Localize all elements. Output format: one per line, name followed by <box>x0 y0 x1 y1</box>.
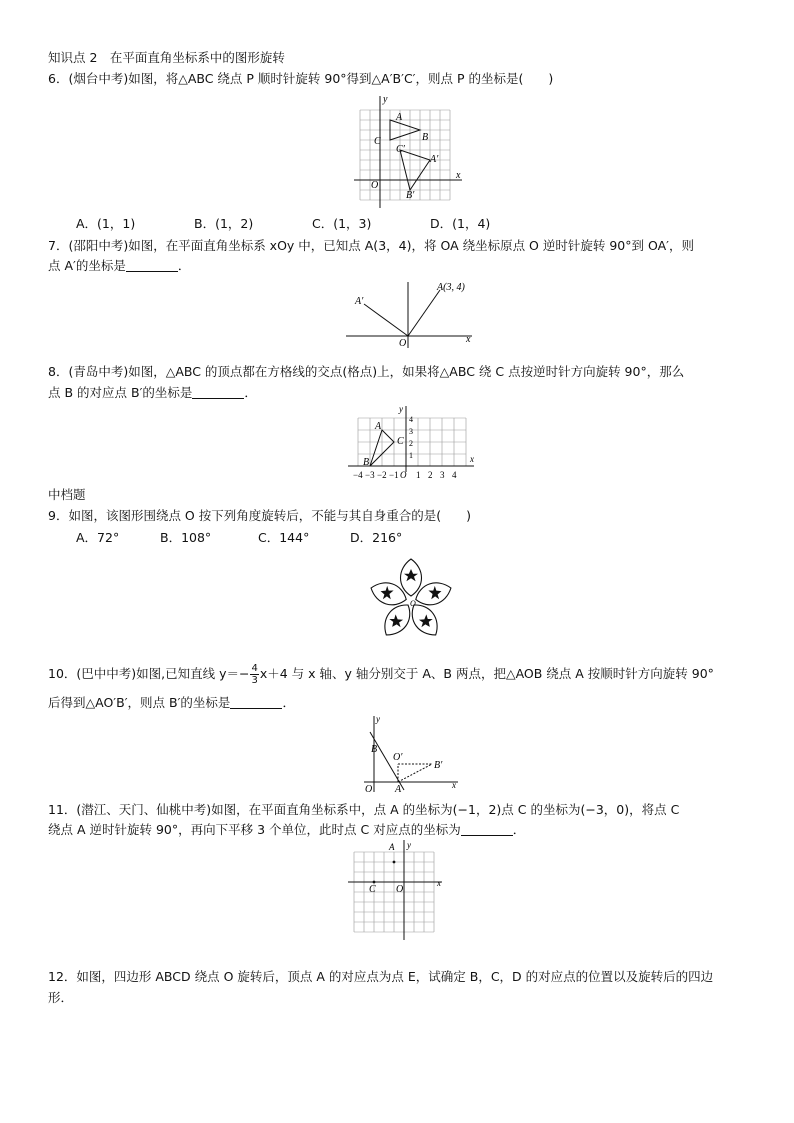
q10-line2-text: 后得到△AO′B′，则点 B′的坐标是 <box>48 695 231 710</box>
q11-line2 <box>48 822 525 838</box>
q11-line1: 11．(潜江、天门、仙桃中考)如图，在平面直角坐标系中，点 A 的坐标为(−1，2)点 C 的坐标为(−3，0)，将点 C <box>48 802 680 817</box>
q8-label-b: B <box>363 457 370 468</box>
q10-figure <box>362 714 462 794</box>
q6-label-c-prime: C′ <box>396 144 405 155</box>
q10-label-a: A <box>395 784 402 794</box>
q9-option-d[interactable]: D．216° <box>350 530 403 545</box>
q10-line1 <box>48 663 714 686</box>
q11-x-label: x <box>437 878 441 888</box>
q8-label-a: A <box>375 421 382 432</box>
q10-line2-end: ． <box>282 695 295 710</box>
q6-options <box>76 216 490 232</box>
mid-level-title: 中档题 <box>48 487 86 502</box>
q7-line2 <box>48 258 190 274</box>
q6-stem: 6．(烟台中考)如图，将△ABC 绕点 P 顺时针旋转 90°得到△A′B′C′，则点 P 的坐标是( ) <box>48 71 554 86</box>
q7-line2-text: 点 A′的坐标是 <box>48 258 126 273</box>
q11-line2-end: ． <box>512 822 526 837</box>
q10-y-label: y <box>376 714 380 724</box>
q7-answer-blank[interactable] <box>126 259 178 272</box>
q10-segment-ab-prime <box>398 764 432 782</box>
q8-ytick: 3 <box>409 427 413 436</box>
q8-line2-text: 点 B 的对应点 B′的坐标是 <box>48 385 193 400</box>
q12-line2: 形． <box>48 990 74 1005</box>
q6-option-c[interactable]: C．(1，3) <box>312 216 372 231</box>
q9-option-b[interactable]: B．108° <box>160 530 212 545</box>
q9-option-c[interactable]: C．144° <box>258 530 310 545</box>
q9-flower-figure <box>366 556 456 646</box>
q6-label-c: C <box>374 136 381 147</box>
q8-line2 <box>48 385 257 401</box>
q11-origin-label: O <box>396 884 404 895</box>
q6-label-b: B <box>422 132 429 143</box>
q7-segment-oa <box>408 290 440 336</box>
q8-xtick: −3 <box>365 470 375 480</box>
q8-figure <box>346 404 478 484</box>
q8-line1: 8．(青岛中考)如图，△ABC 的顶点都在方格线的交点(格点)上，如果将△ABC 绕 C 点按逆时针方向旋转 90°，那么 <box>48 364 685 379</box>
q6-x-label: x <box>456 170 461 181</box>
q8-answer-blank[interactable] <box>192 386 244 399</box>
q9-options <box>76 530 402 546</box>
q9-stem: 9．如图，该图形围绕点 O 按下列角度旋转后，不能与其自身重合的是( ) <box>48 508 471 523</box>
q10-fraction <box>250 663 258 686</box>
section-title: 知识点 2 在平面直角坐标系中的图形旋转 <box>48 50 285 65</box>
q8-xtick: 4 <box>452 470 457 480</box>
q8-line2-end: ． <box>244 385 257 400</box>
q10-label-o-prime: O′ <box>393 752 403 763</box>
q8-xtick: −2 <box>377 470 387 480</box>
q11-label-a: A <box>389 842 395 852</box>
q6-option-b[interactable]: B．(1，2) <box>194 216 254 231</box>
q6-label-a: A <box>396 112 403 123</box>
q11-label-c: C <box>369 884 376 895</box>
q10-line2 <box>48 695 295 711</box>
q8-label-c: C <box>397 436 404 447</box>
q7-origin-label: O <box>399 338 407 349</box>
q10-frac-denominator: 3 <box>251 675 258 686</box>
q6-origin-label: O <box>371 180 379 191</box>
q7-figure <box>344 280 476 350</box>
q6-label-a-prime: A′ <box>430 154 439 165</box>
q12-line1: 12．如图，四边形 ABCD 绕点 O 旋转后，顶点 A 的对应点为点 E，试确定 B，C，D 的对应点的位置以及旋转后的四边 <box>48 969 714 984</box>
q8-xtick: −4 <box>353 470 363 480</box>
q8-y-label: y <box>399 404 403 414</box>
q8-ytick: 2 <box>409 439 413 448</box>
q8-xtick: 1 <box>416 470 421 480</box>
q8-origin-label: O <box>400 470 407 480</box>
q6-option-a[interactable]: A．(1，1) <box>76 216 136 231</box>
q10-label-b: B <box>371 744 378 755</box>
q10-line1-post: x＋4 与 x 轴、y 轴分别交于 A、B 两点，把△AOB 绕点 A 按顺时针方向旋转 90° <box>259 666 714 681</box>
q10-label-b-prime: B′ <box>434 760 443 771</box>
q7-x-label: x <box>466 334 471 345</box>
q8-ytick: 4 <box>409 415 413 424</box>
q6-option-d[interactable]: D．(1，4) <box>430 216 491 231</box>
q7-segment-oa-prime <box>364 304 408 336</box>
q10-answer-blank[interactable] <box>230 696 282 709</box>
q11-figure <box>346 838 446 942</box>
q11-point-c <box>373 881 376 884</box>
q9-center-label: O <box>410 599 416 608</box>
q7-label-a-prime: A′ <box>355 296 364 307</box>
q11-line2-text: 绕点 A 逆时针旋转 90°，再向下平移 3 个单位，此时点 C 对应点的坐标为 <box>48 822 461 837</box>
q10-x-label: x <box>452 780 456 790</box>
q11-answer-blank[interactable] <box>461 823 513 836</box>
q8-xtick: −1 <box>389 470 399 480</box>
q11-y-label: y <box>407 840 411 850</box>
q6-label-b-prime: B′ <box>406 190 415 201</box>
q6-y-label: y <box>383 94 388 105</box>
q6-figure <box>352 92 470 210</box>
q10-line1-pre: 10．(巴中中考)如图,已知直线 y＝− <box>48 666 250 681</box>
q7-line1: 7．(邵阳中考)如图，在平面直角坐标系 xOy 中，已知点 A(3，4)，将 OA 绕坐标原点 O 逆时针旋转 90°到 OA′，则 <box>48 238 694 253</box>
q7-line2-end: ． <box>177 258 191 273</box>
q8-xtick: 3 <box>440 470 445 480</box>
q10-origin-label: O <box>365 784 373 794</box>
q8-x-label: x <box>470 454 474 464</box>
q10-frac-numerator: 4 <box>251 663 258 674</box>
q8-xtick: 2 <box>428 470 433 480</box>
q9-option-a[interactable]: A．72° <box>76 530 120 545</box>
q11-point-a <box>393 861 396 864</box>
q8-ytick: 1 <box>409 451 413 460</box>
q7-label-a: A(3, 4) <box>437 282 465 293</box>
